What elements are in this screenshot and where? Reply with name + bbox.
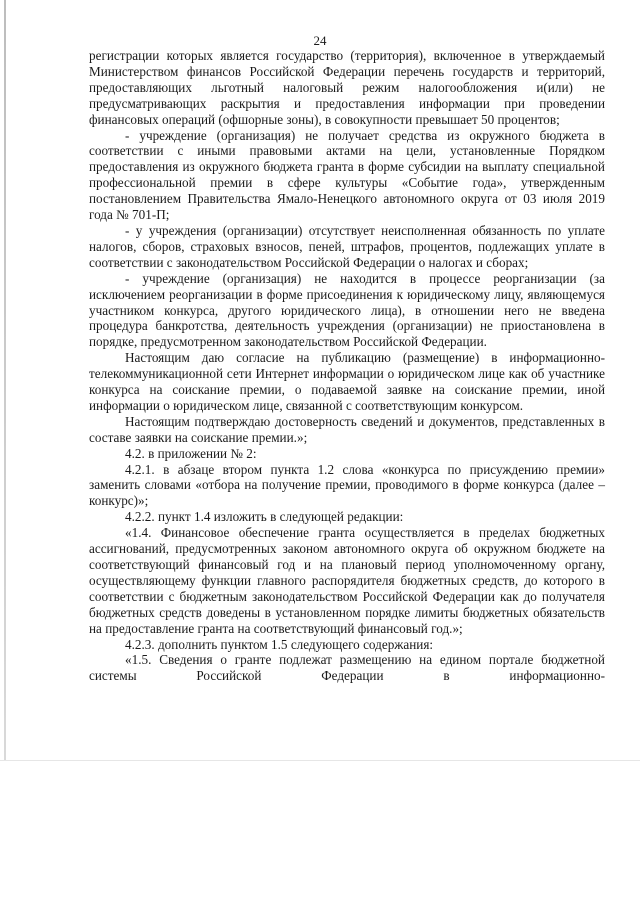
paragraph: 4.2.2. пункт 1.4 изложить в следующей редакции: [125,509,404,525]
paragraph: 4.2.3. дополнить пунктом 1.5 следующего содержания: [125,636,434,652]
document-body [89,48,605,684]
paragraph: Настоящим даю согласие на публикацию (размещение) в информационно-телекоммуникационной сети Интернет информации о юридическом лице как об участнике конкурса на соискание премии, о подаваемой заявке на соискание премии, иной информации о юридическом лице, связанной с соответствующим конкурсом. [89,350,605,413]
paragraph: Настоящим подтверждаю достоверность сведений и документов, представленных в составе заявки на соискание премии.»; [89,413,605,445]
paragraph: - учреждение (организация) не получает средства из окружного бюджета в соответствии с иными правовыми актами на цели, установленные Порядком предоставления из окружного бюджета гранта в форме субсидии на выплату специальной профессиональной премии в сфере культуры «Событие года», утвержденным постановлением Правительства Ямало-Ненецкого автономного округа от 03 июля 2019 года № 701-П; [89,127,605,223]
page-number: 24 [313,33,327,48]
paragraph: регистрации которых является государство (территория), включенное в утверждаемый Министерством финансов Российской Федерации перечень государств и территорий, предоставляющих льготный налоговый режим налогообложения и(или) не предусматривающих раскрытия и предоставления информации при проведении финансовых операций (офшорные зоны), в совокупности превышает 50 процентов; [89,48,605,127]
paragraph: 4.2. в приложении № 2: [125,445,257,461]
paragraph: «1.5. Сведения о гранте подлежат размещению на едином портале бюджетной системы Российской Федерации в информационно- [89,652,605,684]
paragraph: 4.2.1. в абзаце втором пункта 1.2 слова «конкурса по присуждению премии» заменить словами «отбора на получение премии, проводимого в форме конкурса (далее – конкурс)»; [89,461,605,509]
paragraph: «1.4. Финансовое обеспечение гранта осуществляется в пределах бюджетных ассигнований, предусмотренных законом автономного округа об окружном бюджете на соответствующий финансовый год и на плановый период уполномоченному органу, осуществляющему функции главного распорядителя бюджетных средств, до которого в соответствии с бюджетным законодательством Российской Федерации как до получателя бюджетных средств доведены в установленном порядке лимиты бюджетных обязательств на предоставление гранта на соответствующий финансовый год.»; [89,525,605,636]
paragraph: - у учреждения (организации) отсутствует неисполненная обязанность по уплате налогов, сборов, страховых взносов, пеней, штрафов, процентов, подлежащих уплате в соответствии с законодательством Российской Федерации о налогах и сборах; [89,222,605,270]
paragraph: - учреждение (организация) не находится в процессе реорганизации (за исключением реорганизации в форме присоединения к юридическому лицу, являющемуся участником конкурса, другого юридического лица), в отношении него не введена процедура банкротства, деятельность учреждения (организации) не приостановлена в порядке, предусмотренном законодательством Российской Федерации. [89,270,605,350]
